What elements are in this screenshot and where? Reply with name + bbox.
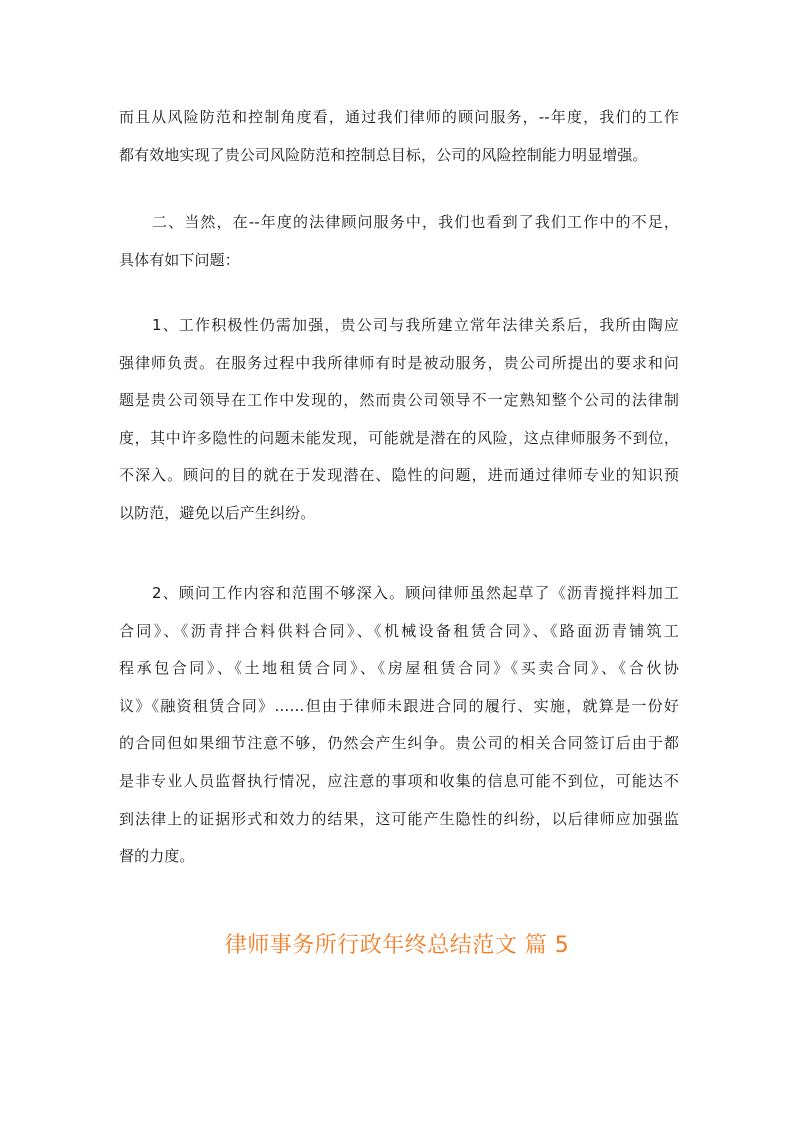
text-line: 而且从风险防范和控制角度看，通过我们律师的顾问服务，--年度，我们的工作 bbox=[119, 108, 679, 126]
text-line: 二、当然，在--年度的法律顾问服务中，我们也看到了我们工作中的不足， bbox=[152, 213, 679, 231]
text-line: 1、工作积极性仍需加强，贵公司与我所建立常年法律关系后，我所由陶应 bbox=[152, 316, 679, 334]
text-line: 程承包合同》、《土地租赁合同》、《房屋租赁合同》《买卖合同》、《合伙协 bbox=[119, 659, 679, 678]
text-line: 是非专业人员监督执行情况，应注意的事项和收集的信息可能不到位，可能达不 bbox=[119, 771, 679, 790]
text-line: 强律师负责。在服务过程中我所律师有时是被动服务，贵公司所提出的要求和问 bbox=[119, 353, 679, 372]
text-line: 到法律上的证据形式和效力的结果，这可能产生隐性的纠纷，以后律师应加强监 bbox=[119, 809, 679, 828]
text-line: 合同》、《沥青拌合料供料合同》、《机械设备租赁合同》、《路面沥青铺筑工 bbox=[119, 621, 679, 640]
text-line: 题是贵公司领导在工作中发现的，然而贵公司领导不一定熟知整个公司的法律制 bbox=[119, 391, 679, 410]
paragraph-issue-one bbox=[119, 307, 679, 533]
text-line: 的合同但如果细节注意不够，仍然会产生纠争。贵公司的相关合同签订后由于都 bbox=[119, 734, 679, 753]
text-line: 议》《融资租赁合同》……但由于律师未跟进合同的履行、实施，就算是一份好 bbox=[119, 696, 679, 715]
text-line: 不深入。顾问的目的就在于发现潜在、隐性的问题，进而通过律师专业的知识预 bbox=[119, 466, 679, 485]
text-line: 以防范，避免以后产生纠纷。 bbox=[119, 503, 316, 522]
paragraph-issue-two bbox=[119, 575, 679, 876]
text-line: 具体有如下问题： bbox=[119, 250, 240, 269]
section-heading: 律师事务所行政年终总结范文 篇 5 bbox=[224, 933, 570, 958]
text-line: 2、顾问工作内容和范围不够深入。顾问律师虽然起草了《沥青搅拌料加工 bbox=[152, 584, 679, 602]
text-line: 度，其中许多隐性的问题未能发现，可能就是潜在的风险，这点律师服务不到位， bbox=[119, 428, 679, 447]
text-line: 督的力度。 bbox=[119, 847, 195, 866]
paragraph-risk-summary bbox=[119, 99, 679, 174]
paragraph-section-two-intro bbox=[119, 204, 679, 279]
text-line: 都有效地实现了贵公司风险防范和控制总目标，公司的风险控制能力明显增强。 bbox=[119, 145, 648, 164]
